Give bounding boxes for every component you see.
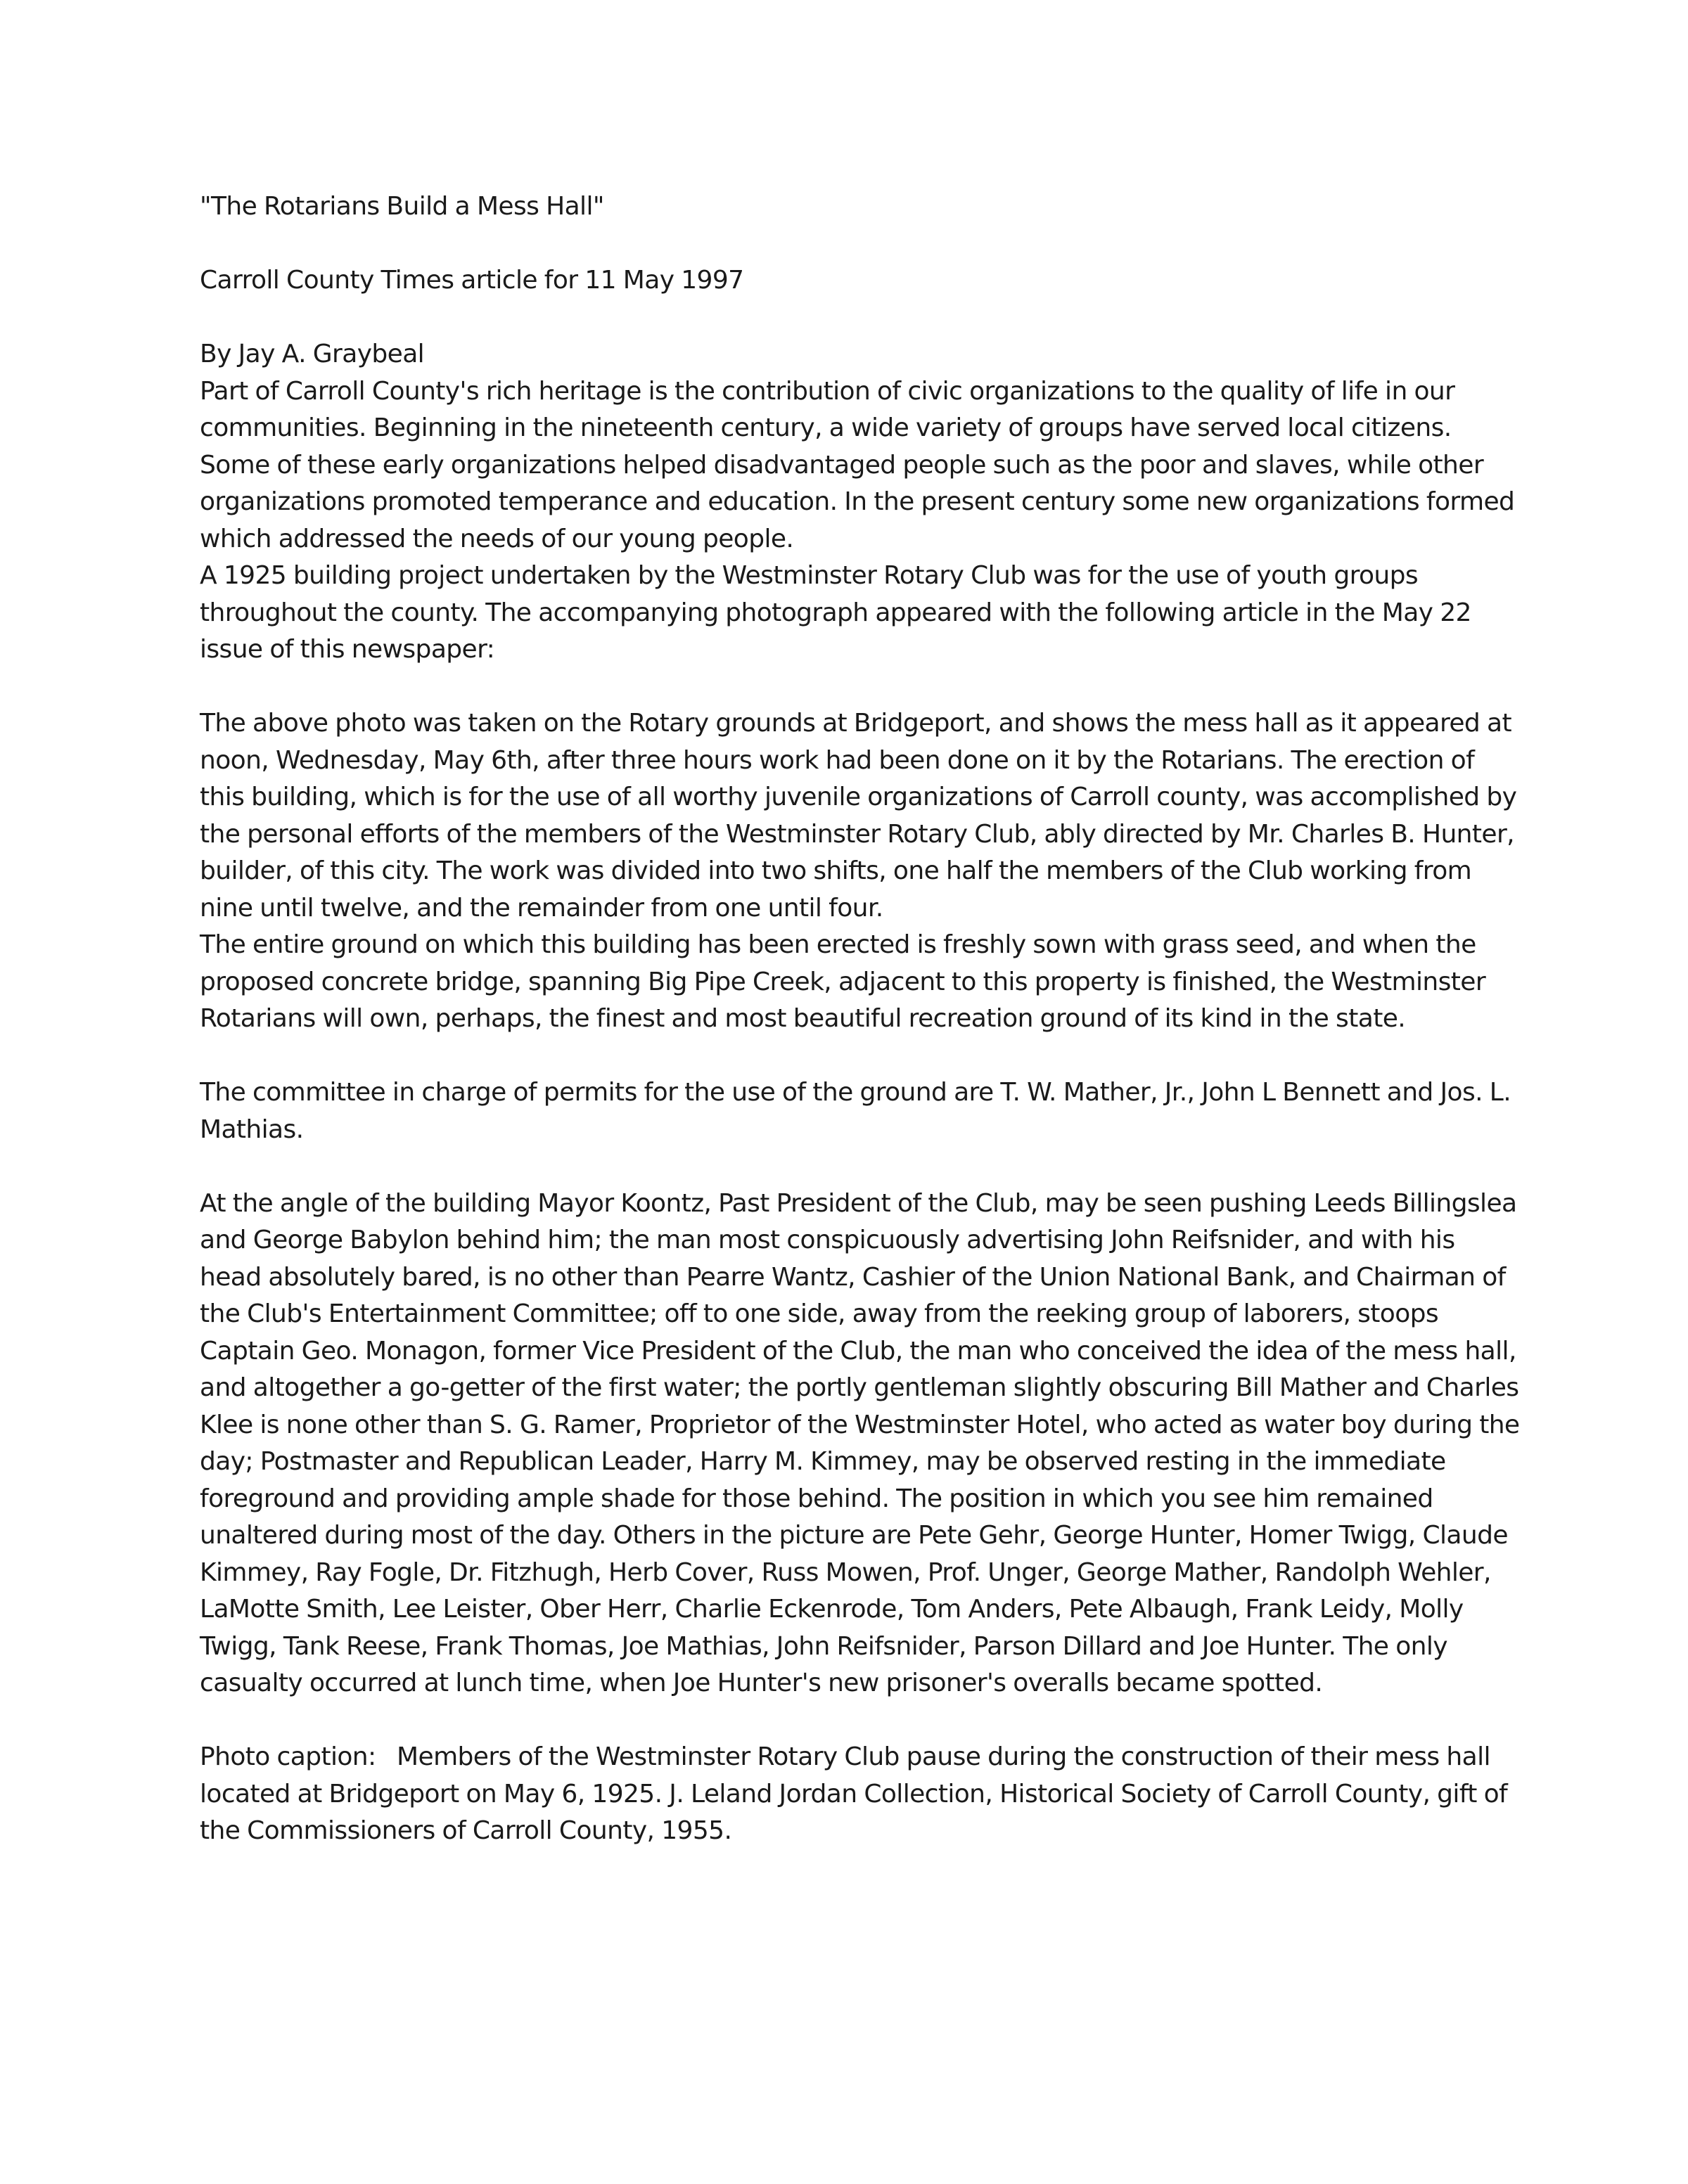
source-line: Carroll County Times article for 11 May 1997: [200, 266, 744, 295]
angle-paragraph: At the angle of the building Mayor Koontz, Past President of the Club, may be seen pushing Leeds Billingslea and George Babylon behind him; the man most conspicuously advertising John Reifsnider, and with his head absolutely bared, is no other than Pearre Wantz, Cashier of the Union National Bank, and Chairman of the Club's Entertainment Committee; off to one side, away from the reeking group of laborers, stoops Captain Geo. Monagon, former Vice President of the Club, the man who conceived the idea of the mess hall, and altogether a go-getter of the first water; the portly gentleman slightly obscuring Bill Mather and Charles Klee is none other than S. G. Ramer, Proprietor of the Westminster Hotel, who acted as water boy during the day; Postmaster and Republican Leader, Harry M. Kimmey, may be observed resting in the immediate foreground and providing ample shade for those behind. The position in which you see him remained unaltered during most of the day. Others in the picture are Pete Gehr, George Hunter, Homer Twigg, Claude Kimmey, Ray Fogle, Dr. Fitzhugh, Herb Cover, Russ Mowen, Prof. Unger, George Mather, Randolph Wehler, LaMotte Smith, Lee Leister, Ober Herr, Charlie Eckenrode, Tom Anders, Pete Albaugh, Frank Leidy, Molly Twigg, Tank Reese, Frank Thomas, Joe Mathias, John Reifsnider, Parson Dillard and Joe Hunter. The only casualty occurred at lunch time, when Joe Hunter's new prisoner's overalls became spotted.: [200, 1188, 1520, 1697]
article-paragraph-2: The entire ground on which this building has been erected is freshly sown with grass seed, and when the proposed concrete bridge, spanning Big Pipe Creek, adjacent to this property is finished, the Westminster Rotarians will own, perhaps, the finest and most beautiful recreation ground of its kind in the state.: [200, 930, 1486, 1033]
photo-caption: Photo caption: Members of the Westminster Rotary Club pause during the construction of their mess hall located at Bridgeport on May 6, 1925. J. Leland Jordan Collection, Historical Society of Carroll County, gift of the Commissioners of Carroll County, 1955.: [200, 1742, 1508, 1845]
spacer: [200, 1148, 1522, 1186]
intro-paragraph-2: A 1925 building project undertaken by the Westminster Rotary Club was for the use of youth groups throughout the county. The accompanying photograph appeared with the following article in the May 22 issue of this newspaper:: [200, 561, 1471, 664]
article-paragraph-1: The above photo was taken on the Rotary grounds at Bridgeport, and shows the mess hall as it appeared at noon, Wednesday, May 6th, after three hours work had been done on it by the Rotarians. The erection of this building, which is for the use of all worthy juvenile organizations of Carroll county, was accomplished by the personal efforts of the members of the Westminster Rotary Club, ably directed by Mr. Charles B. Hunter, builder, of this city. The work was divided into two shifts, one half the members of the Club working from nine until twelve, and the remainder from one until four.: [200, 709, 1517, 923]
document-page: [200, 188, 1522, 1850]
spacer: [200, 226, 1522, 263]
spacer: [200, 1038, 1522, 1075]
intro-paragraph-1: Part of Carroll County's rich heritage is the contribution of civic organizations to the quality of life in our communities. Beginning in the nineteenth century, a wide variety of groups have served local citizens. Some of these early organizations helped disadvantaged people such as the poor and slaves, while other organizations promoted temperance and education. In the present century some new organizations formed which addressed the needs of our young people.: [200, 376, 1515, 553]
spacer: [200, 300, 1522, 337]
byline: By Jay A. Graybeal: [200, 340, 425, 368]
committee-paragraph: The committee in charge of permits for the use of the ground are T. W. Mather, Jr., John L Bennett and Jos. L. Mathias.: [200, 1078, 1511, 1144]
spacer: [200, 1702, 1522, 1740]
article-title: "The Rotarians Build a Mess Hall": [200, 192, 604, 221]
spacer: [200, 669, 1522, 706]
